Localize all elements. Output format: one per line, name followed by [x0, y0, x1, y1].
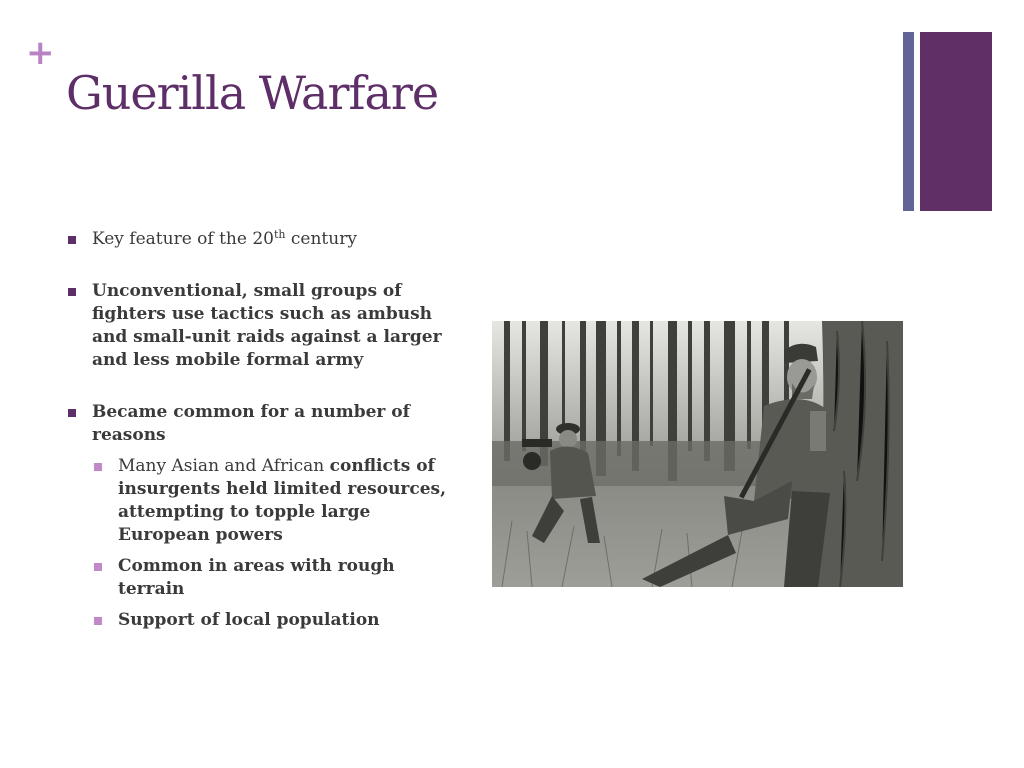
accent-bar-thick	[920, 32, 992, 211]
sub-bullet-item-population	[92, 609, 456, 632]
bullet-text: Key feature of the 20th century	[92, 228, 357, 249]
sub-bullet-item-conflicts	[92, 455, 456, 547]
bullet-text: Unconventional, small groups of fighters use tactics such as ambush and small-unit raids against a larger and less mobile formal army	[92, 281, 442, 370]
square-bullet-icon	[94, 563, 102, 571]
accent-bar-thin	[903, 32, 914, 211]
square-bullet-icon	[68, 409, 76, 417]
square-bullet-icon	[68, 236, 76, 244]
plus-icon: +	[26, 33, 55, 73]
sub-bullet-text: Support of local population	[118, 610, 380, 630]
sub-bullet-list	[92, 455, 456, 632]
bullet-text: Became common for a number of reasons	[92, 402, 410, 445]
bullet-item-unconventional	[66, 280, 456, 372]
square-bullet-icon	[94, 617, 102, 625]
bullet-item-20th-century	[66, 228, 456, 251]
slide-title: Guerilla Warfare	[66, 66, 439, 120]
bullet-list	[66, 228, 456, 632]
guerilla-fighters-photo	[492, 321, 903, 587]
sub-bullet-item-terrain	[92, 555, 456, 601]
sub-bullet-text: Common in areas with rough terrain	[118, 556, 395, 599]
bullet-item-became-common	[66, 401, 456, 632]
sub-bullet-text: Many Asian and African conflicts of insurgents held limited resources, attempting to topple large European powers	[118, 456, 447, 545]
square-bullet-icon	[94, 463, 102, 471]
square-bullet-icon	[68, 288, 76, 296]
